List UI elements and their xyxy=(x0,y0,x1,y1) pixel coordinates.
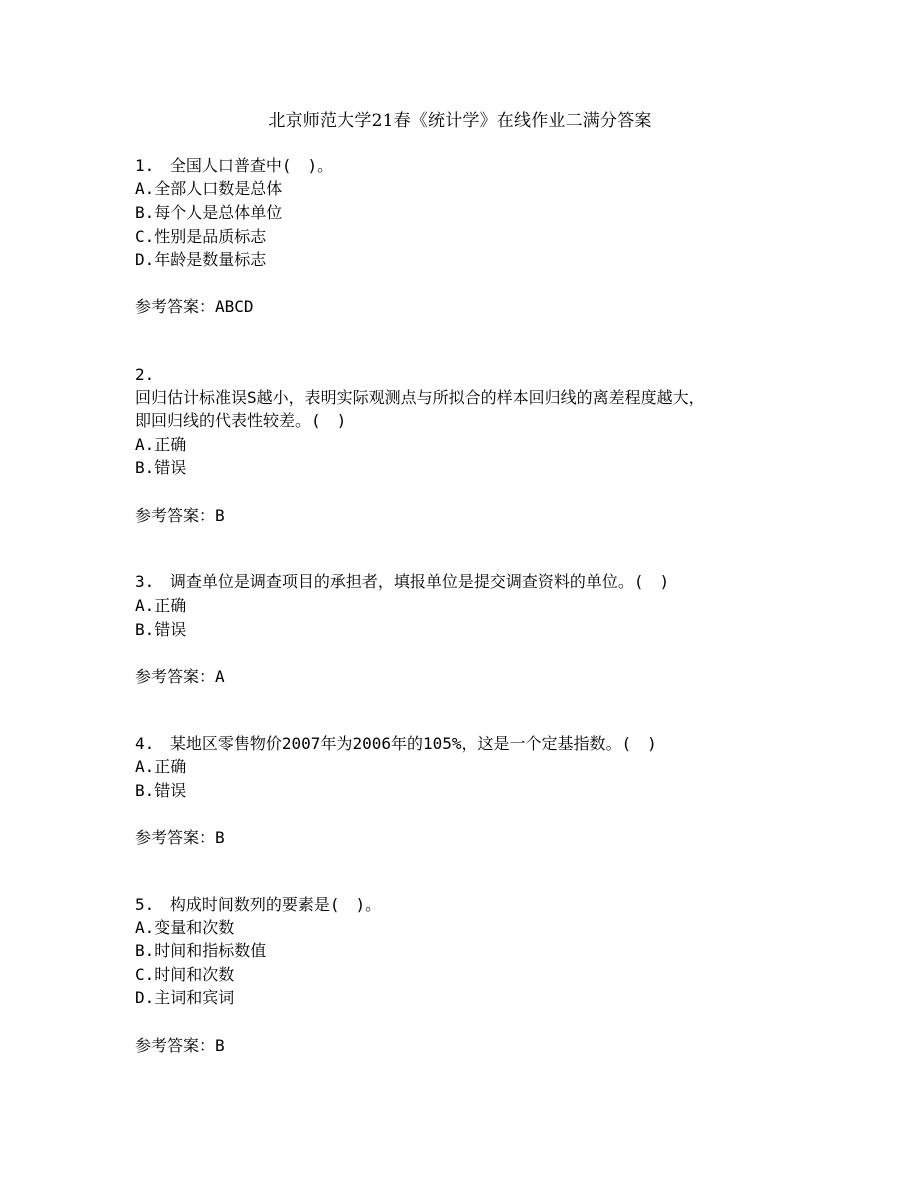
question-3-option-b: B.错误 xyxy=(135,620,187,639)
question-2-stem-line-1: 回归估计标准误S越小，表明实际观测点与所拟合的样本回归线的离差程度越大， xyxy=(135,388,705,407)
question-3-option-a: A.正确 xyxy=(135,596,187,615)
question-number: 4. xyxy=(135,734,155,753)
question-2-answer: 参考答案：B xyxy=(135,506,225,525)
question-2-stem-line-2: 即回归线的代表性较差。( ) xyxy=(135,411,347,430)
question-number: 3. xyxy=(135,572,155,591)
question-text: 调查单位是调查项目的承担者，填报单位是提交调查资料的单位。( ) xyxy=(169,572,670,591)
question-5-option-b: B.时间和指标数值 xyxy=(135,941,267,960)
question-1-option-a: A.全部人口数是总体 xyxy=(135,179,283,198)
question-2-number: 2. xyxy=(135,365,155,384)
question-4-option-b: B.错误 xyxy=(135,781,187,800)
question-5-option-a: A.变量和次数 xyxy=(135,918,235,937)
question-4-answer: 参考答案：B xyxy=(135,828,225,847)
question-5-answer: 参考答案：B xyxy=(135,1036,225,1055)
question-3-answer: 参考答案：A xyxy=(135,667,225,686)
question-text: 全国人口普查中( )。 xyxy=(169,156,334,175)
question-1-option-d: D.年龄是数量标志 xyxy=(135,250,267,269)
question-text: 构成时间数列的要素是( )。 xyxy=(169,895,382,914)
question-text: 某地区零售物价2007年为2006年的105%，这是一个定基指数。( ) xyxy=(169,734,657,753)
question-1-option-b: B.每个人是总体单位 xyxy=(135,203,283,222)
question-5-option-c: C.时间和次数 xyxy=(135,965,235,984)
question-1-stem xyxy=(135,155,333,177)
question-1-option-c: C.性别是品质标志 xyxy=(135,227,267,246)
question-4-stem xyxy=(135,733,657,755)
question-5-stem xyxy=(135,894,381,916)
question-2-option-a: A.正确 xyxy=(135,435,187,454)
question-2-option-b: B.错误 xyxy=(135,458,187,477)
question-5-option-d: D.主词和宾词 xyxy=(135,988,235,1007)
question-3-stem xyxy=(135,571,669,593)
question-number: 1. xyxy=(135,156,155,175)
document-title: 北京师范大学21春《统计学》在线作业二满分答案 xyxy=(268,111,652,131)
question-4-option-a: A.正确 xyxy=(135,757,187,776)
question-1-answer: 参考答案：ABCD xyxy=(135,297,254,316)
question-number: 5. xyxy=(135,895,155,914)
